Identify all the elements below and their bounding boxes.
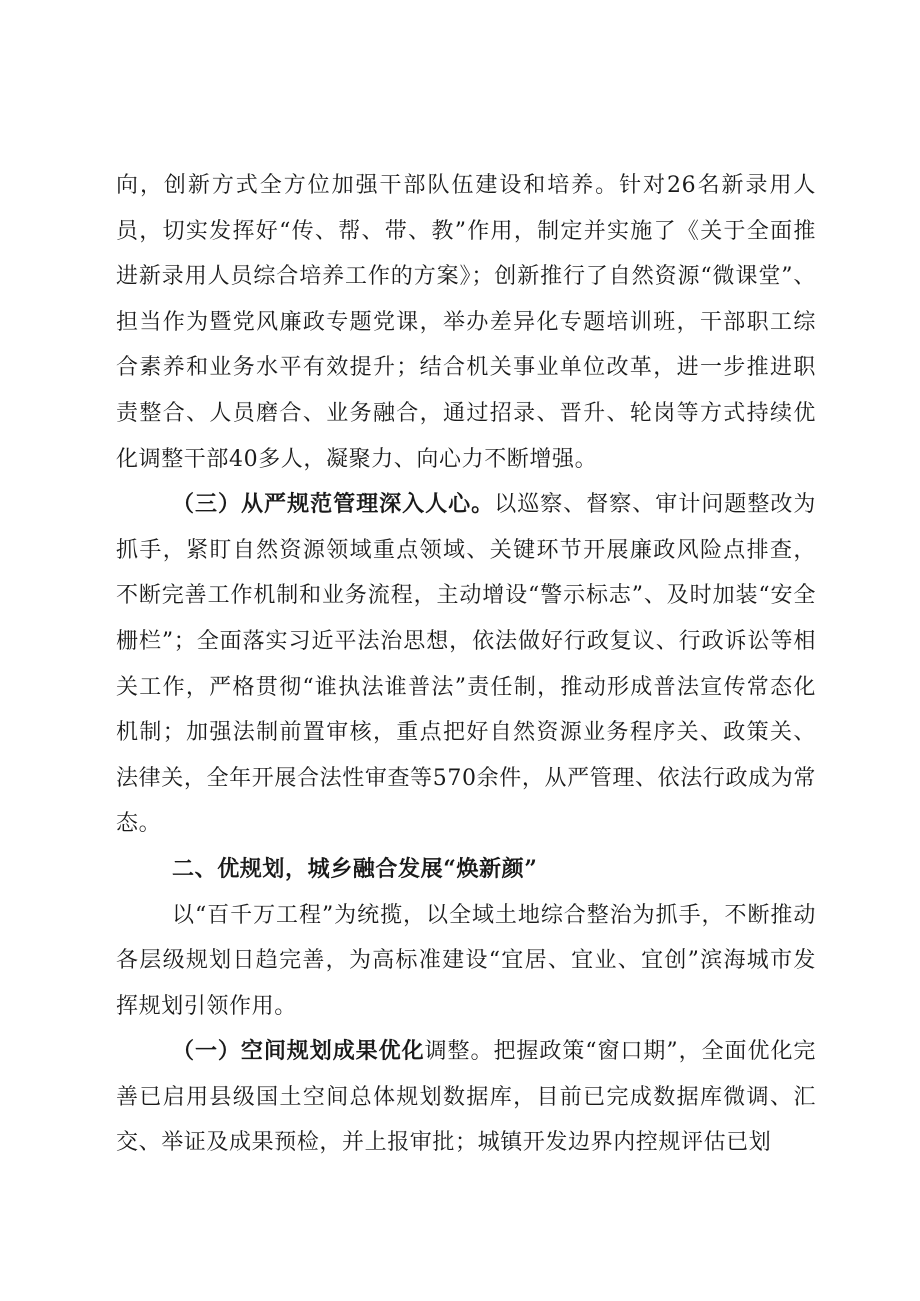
paragraph-2-text: 以巡察、督察、审计问题整改为抓手，紧盯自然资源领域重点领域、关键环节开展廉政风险点排查，不断完善工作机制和业务流程，主动增设“警示标志”、及时加装“安全栅栏”；全面落实习近平法治思想，依法做好行政复议、行政诉讼等相关工作，严格贯彻“谁执法谁普法”责任制，推动形成普法宣传常态化机制；加强法制前置审核，重点把好自然资源业务程序关、政策关、法律关，全年开展合法性审查等570余件，从严管理、依法行政成为常态。 xyxy=(116,492,816,837)
document-body xyxy=(116,163,816,1166)
paragraph-4 xyxy=(116,1029,816,1166)
paragraph-2 xyxy=(116,482,816,847)
paragraph-4-text: 调整。把握政策“窗口期”，全面优化完善已启用县级国土空间总体规划数据库，目前已完成数据库微调、汇交、举证及成果预检，并上报审批；城镇开发边界内控规评估已划 xyxy=(116,1039,817,1156)
paragraph-1 xyxy=(116,163,816,482)
section-heading-2: 二、优规划，城乡融合发展“焕新颜” xyxy=(172,855,538,882)
paragraph-3-text: 以“百千万工程”为统揽，以全域土地综合整治为抓手，不断推动各层级规划日趋完善，为高标准建设“宜居、宜业、宜创”滨海城市发挥规划引领作用。 xyxy=(116,902,816,1019)
paragraph-3 xyxy=(116,893,816,1030)
paragraph-2-lead: （三）从严规范管理深入人心。 xyxy=(172,491,495,518)
paragraph-4-lead: （一）空间规划成果优化 xyxy=(172,1038,425,1065)
paragraph-1-text: 向，创新方式全方位加强干部队伍建设和培养。针对26名新录用人员，切实发挥好“传、帮、带、教”作用，制定并实施了《关于全面推进新录用人员综合培养工作的方案》；创新推行了自然资源“微课堂”、担当作为暨党风廉政专题党课，举办差异化专题培训班，干部职工综合素养和业务水平有效提升；结合机关事业单位改革，进一步推进职责整合、人员磨合、业务融合，通过招录、晋升、轮岗等方式持续优化调整干部40多人，凝聚力、向心力不断增强。 xyxy=(116,173,816,472)
